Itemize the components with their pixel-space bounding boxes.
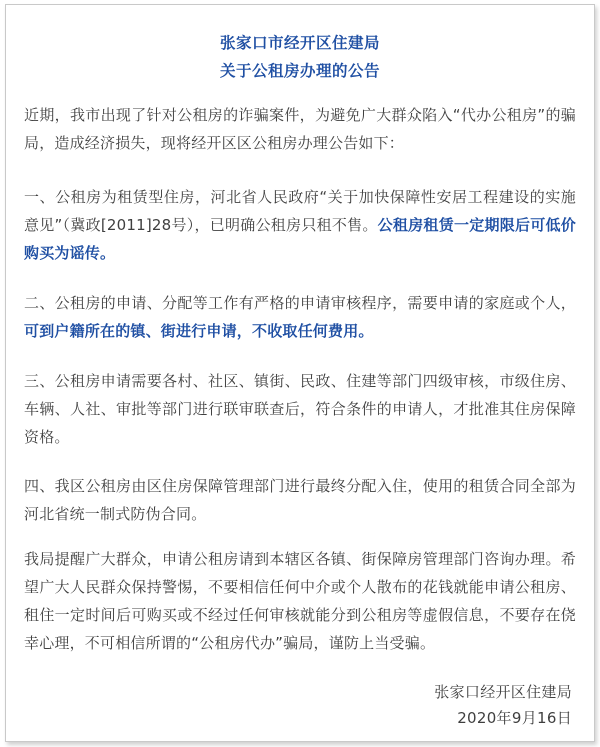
intro-paragraph: 近期，我市出现了针对公租房的诈骗案件，为避免广大群众陷入“代办公租房”的骗局，造成经济损失，现将经开区区公租房办理公告如下： bbox=[24, 106, 576, 152]
item-4-paragraph: 四、我区公租房由区住房保障管理部门进行最终分配入住，使用的租赁合同全部为河北省统一制式防伪合同。 bbox=[24, 477, 576, 523]
item-1-highlight: 公租房租赁一定期限后可低价购买为谣传。 bbox=[24, 216, 576, 262]
item-1-text: 一、公租房为租赁型住房，河北省人民政府“关于加快保障性安居工程建设的实施意见”（冀政[2011]28号），已明确公租房只租不售。 bbox=[24, 188, 576, 234]
item-2-highlight: 可到户籍所在的镇、街进行申请，不收取任何费用。 bbox=[24, 322, 374, 340]
item-2-text: 二、公租房的申请、分配等工作有严格的申请审核程序，需要申请的家庭或个人， bbox=[24, 294, 576, 312]
item-2-paragraph bbox=[24, 289, 576, 345]
notice-title-line1: 张家口市经开区住建局 bbox=[219, 34, 380, 52]
signature-organization: 张家口经开区住建局 bbox=[434, 683, 572, 701]
item-1-paragraph bbox=[24, 183, 576, 267]
item-3-paragraph: 三、公租房申请需要各村、社区、镇街、民政、住建等部门四级审核，市级住房、车辆、人社、审批等部门进行联审联查后，符合条件的申请人，才批准其住房保障资格。 bbox=[24, 372, 576, 446]
notice-title-line2: 关于公租房办理的公告 bbox=[219, 62, 380, 80]
signature-date: 2020年9月16日 bbox=[457, 709, 572, 727]
notice-frame bbox=[5, 4, 595, 742]
closing-paragraph: 我局提醒广大群众，申请公租房请到本辖区各镇、街保障房管理部门咨询办理。希望广大人民群众保持警惕，不要相信任何中介或个人散布的花钱就能申请公租房、租住一定时间后可购买或不经过任何审核就能分到公租房等虚假信息，不要存在侥幸心理，不可相信所谓的“公租房代办”骗局，谨防上当受骗。 bbox=[24, 550, 576, 652]
